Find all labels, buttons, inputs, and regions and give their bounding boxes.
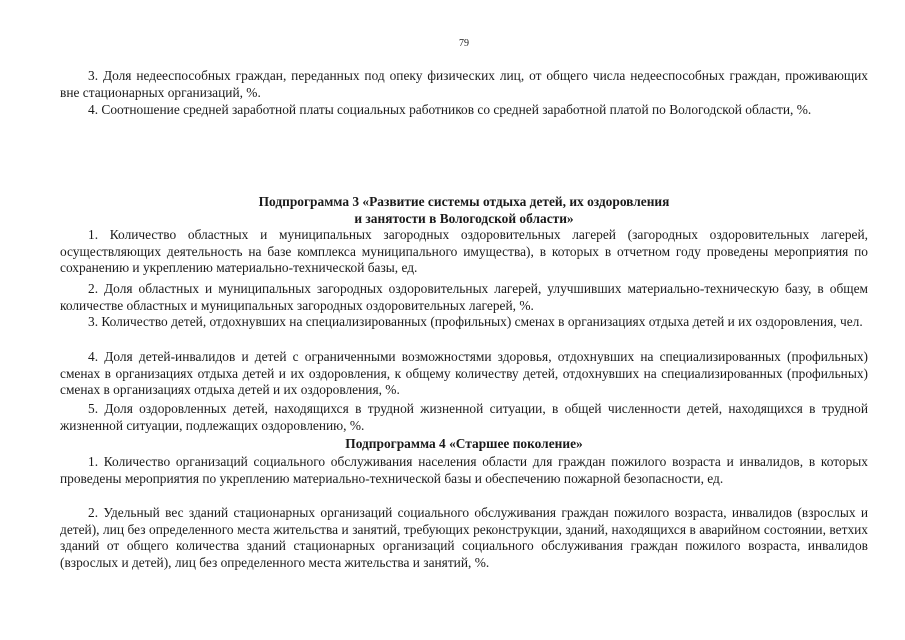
subprogram-3-item-4: 4. Доля детей-инвалидов и детей с ограниченными возможностями здоровья, отдохнувших на специализированных (профильных) сменах в организациях отдыха детей и их оздоровления, к общему количеству детей, отдохнувших на специализированных (профильных) сменах в организациях отдыха детей и их оздоровления, %. [60, 349, 868, 398]
intro-paragraph-4: 4. Соотношение средней заработной платы социальных работников со средней заработной платой по Вологодской области, %. [88, 102, 812, 117]
subprogram-3-item-5: 5. Доля оздоровленных детей, находящихся в трудной жизненной ситуации, в общей численности детей, находящихся в трудной жизненной ситуации, подлежащих оздоровлению, %. [60, 401, 868, 433]
document-page [60, 0, 868, 640]
subprogram-4-item-2: 2. Удельный вес зданий стационарных организаций социального обслуживания граждан пожилого возраста, инвалидов (взрослых и детей), лиц без определенного места жительства и занятий, требующих реконструкции, зданий, находящихся в аварийном состоянии, ветхих зданий от общего количества зданий стационарных организаций социального обслуживания граждан пожилого возраста, инвалидов (взрослых и детей), лиц без определенного места жительства и занятий, %. [60, 505, 868, 570]
subprogram-4-title: Подпрограмма 4 «Старшее поколение» [345, 436, 583, 451]
subprogram-3-item-3: 3. Количество детей, отдохнувших на специализированных (профильных) сменах в организациях отдыха детей и их оздоровления, чел. [88, 314, 863, 329]
subprogram-4-item-1: 1. Количество организаций социального обслуживания населения области для граждан пожилого возраста и инвалидов, в которых проведены мероприятия по укреплению материально-технической базы и обеспечению пожарной безопасности, ед. [60, 454, 868, 486]
subprogram-3-heading [60, 194, 868, 227]
subprogram-3-title-line2: и занятости в Вологодской области» [354, 210, 574, 226]
subprogram-4-heading [60, 436, 868, 453]
intro-paragraph-3: 3. Доля недееспособных граждан, переданных под опеку физических лиц, от общего числа недееспособных граждан, проживающих вне стационарных организаций, %. [60, 68, 868, 100]
subprogram-3-item-2: 2. Доля областных и муниципальных загородных оздоровительных лагерей, улучшивших материально-техническую базу, в общем количестве областных и муниципальных загородных оздоровительных лагерей, %. [60, 281, 868, 313]
subprogram-3-title-line1: Подпрограмма 3 «Развитие системы отдыха детей, их оздоровления [258, 194, 670, 209]
subprogram-3-item-1: 1. Количество областных и муниципальных загородных оздоровительных лагерей (загородных оздоровительных лагерей, осуществляющих деятельность на базе комплекса муниципального имущества), в которых в отчетном году проведены мероприятия по сохранению и укреплению материально-технической базы, ед. [60, 227, 868, 276]
page-number: 79 [459, 38, 469, 49]
